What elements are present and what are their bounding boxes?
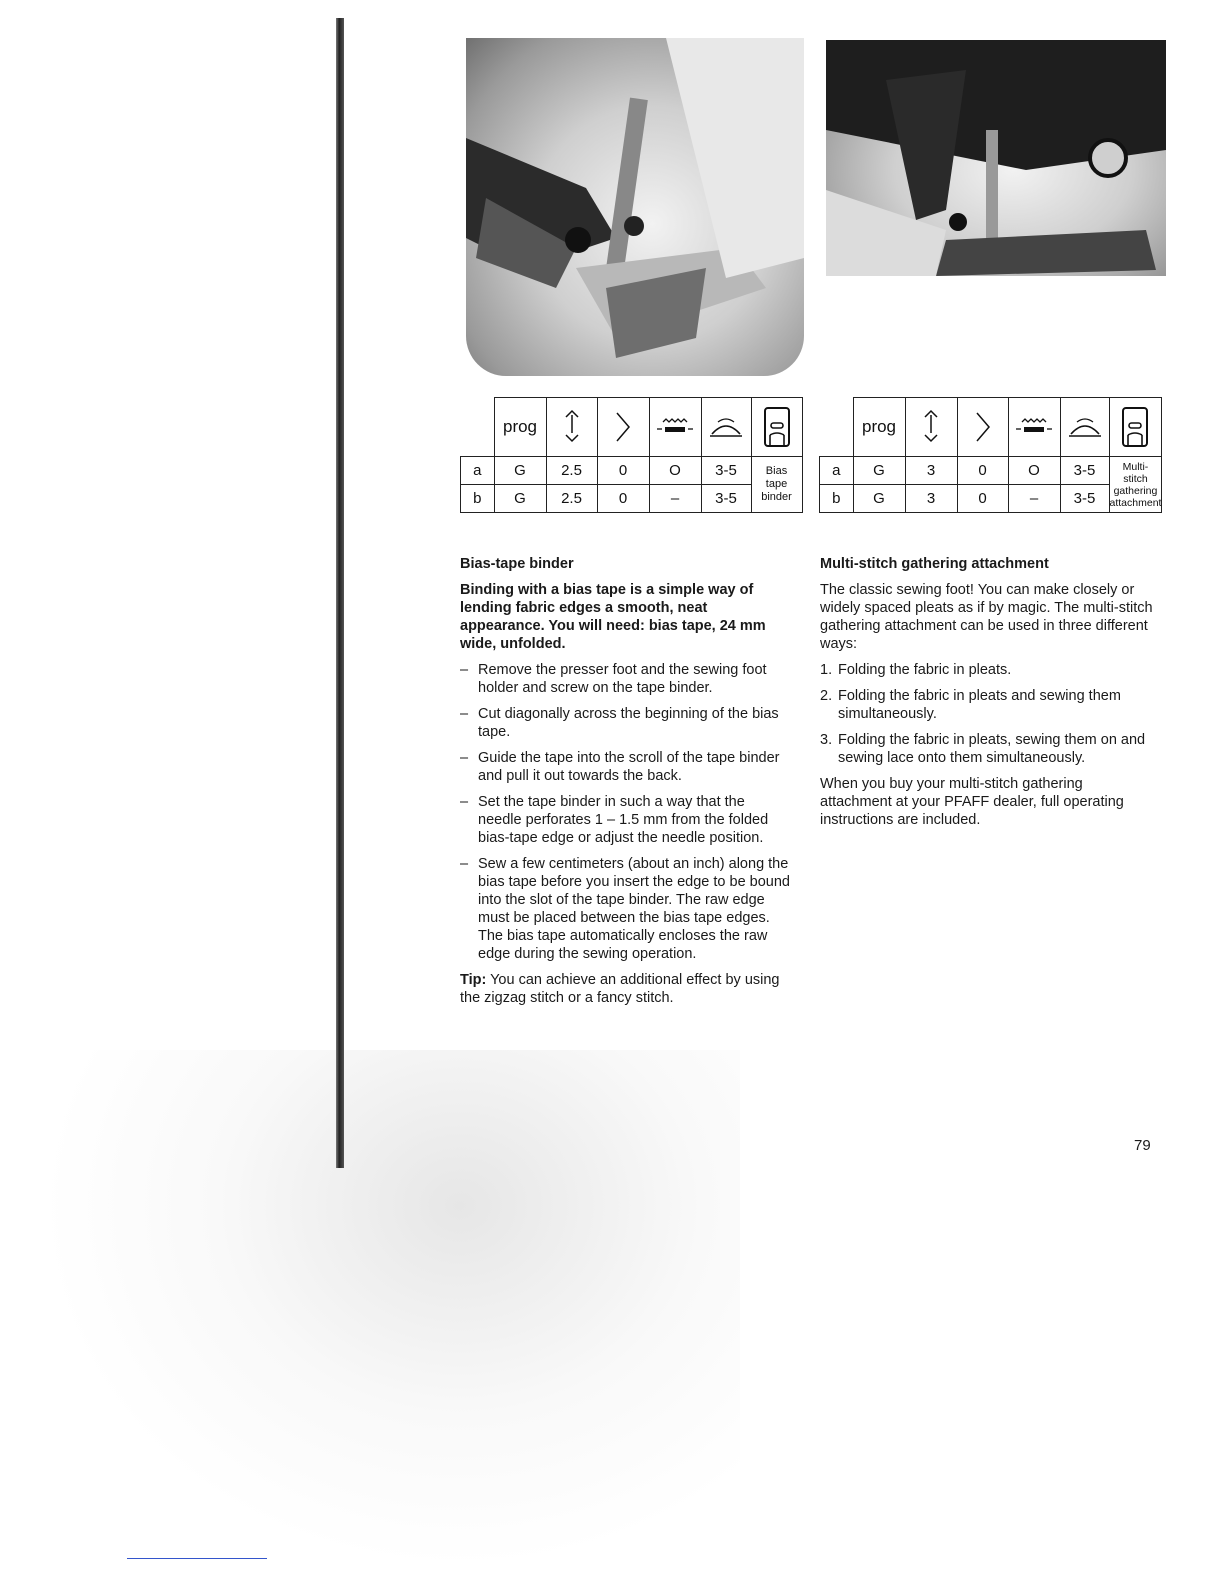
row-label: a: [461, 457, 495, 485]
feed-dog-value: O: [649, 457, 701, 485]
stitch-length-icon: [905, 398, 957, 457]
presser-foot-pressure-icon: [701, 398, 751, 457]
table-row: [820, 457, 1162, 485]
stitch-width-value: 0: [597, 457, 649, 485]
feed-dog-icon: [1008, 398, 1060, 457]
presser-foot-pressure-icon: [1060, 398, 1109, 457]
pressure-value: 3-5: [701, 485, 751, 513]
prog-value: G: [853, 485, 905, 513]
feed-dog-value: –: [649, 485, 701, 513]
stitch-length-value: 3: [905, 485, 957, 513]
list-item: – Guide the tape into the scroll of the tape binder and pull it out towards the back.: [460, 750, 780, 784]
foot-name: Bias tape binder: [751, 457, 802, 513]
header-prog: prog: [853, 398, 905, 457]
stitch-length-value: 2.5: [546, 485, 597, 513]
list-item: – Remove the presser foot and the sewing foot holder and screw on the tape binder.: [460, 662, 767, 696]
list-item: 2. Folding the fabric in pleats and sewing them simultaneously.: [820, 688, 1121, 722]
intro-text: The classic sewing foot! You can make closely or widely spaced pleats as if by magic. The multi-stitch gathering attachment can be used in three different ways:: [820, 582, 1153, 652]
stitch-width-value: 0: [957, 485, 1008, 513]
list-item: 1. Folding the fabric in pleats.: [820, 662, 1012, 678]
feed-dog-value: O: [1008, 457, 1060, 485]
prog-value: G: [853, 457, 905, 485]
table-row: [461, 457, 803, 485]
stitch-length-value: 3: [905, 457, 957, 485]
pressure-value: 3-5: [1060, 457, 1109, 485]
foot-name: Multi- stitch gathering attachment: [1109, 457, 1162, 513]
presser-foot-icon: [751, 398, 802, 457]
pressure-value: 3-5: [1060, 485, 1109, 513]
page-shadow: [40, 1050, 740, 1570]
photo-gathering-attachment: [826, 40, 1166, 276]
tip-text: Tip: You can achieve an additional effect by using the zigzag stitch or a fancy stitch.: [460, 972, 780, 1006]
feed-dog-value: –: [1008, 485, 1060, 513]
section-heading: Bias-tape binder: [460, 556, 574, 572]
left-column: [460, 556, 792, 1007]
prog-value: G: [494, 457, 546, 485]
feed-dog-icon: [649, 398, 701, 457]
page-number: 79: [1134, 1137, 1151, 1154]
section-heading: Multi-stitch gathering attachment: [820, 556, 1049, 572]
settings-table-right: [819, 397, 1162, 513]
prog-value: G: [494, 485, 546, 513]
table-row: [461, 485, 803, 513]
photo-bias-tape-binder: [466, 38, 804, 376]
stitch-width-icon: [957, 398, 1008, 457]
list-item: – Set the tape binder in such a way that the needle perforates 1 – 1.5 mm from the folded bias-tape edge or adjust the needle position.: [460, 794, 769, 846]
footer-rule: [127, 1558, 267, 1559]
settings-table-left: [460, 397, 803, 513]
presser-foot-icon: [1109, 398, 1162, 457]
list-item: – Cut diagonally across the beginning of the bias tape.: [460, 706, 779, 740]
binding-edge: [336, 18, 344, 1168]
header-prog: prog: [494, 398, 546, 457]
row-label: b: [461, 485, 495, 513]
list-item: 3. Folding the fabric in pleats, sewing them on and sewing lace onto them simultaneously.: [820, 732, 1146, 766]
row-label: b: [820, 485, 854, 513]
stitch-length-value: 2.5: [546, 457, 597, 485]
stitch-width-icon: [597, 398, 649, 457]
right-column: [820, 556, 1156, 829]
pressure-value: 3-5: [701, 457, 751, 485]
intro-text: Binding with a bias tape is a simple way of lending fabric edges a smooth, neat appearance. You will need: bias tape, 24 mm wide, unfolded.: [460, 582, 766, 652]
stitch-length-icon: [546, 398, 597, 457]
outro-text: When you buy your multi-stitch gathering attachment at your PFAFF dealer, full operating instructions are included.: [820, 776, 1124, 828]
row-label: a: [820, 457, 854, 485]
stitch-width-value: 0: [957, 457, 1008, 485]
stitch-width-value: 0: [597, 485, 649, 513]
list-item: – Sew a few centimeters (about an inch) along the bias tape before you insert the edge to be bound into the slot of the tape binder. The raw edge must be placed between the bias tape edges. The bias tape automatically encloses the raw edge during the sewing operation.: [460, 856, 790, 962]
